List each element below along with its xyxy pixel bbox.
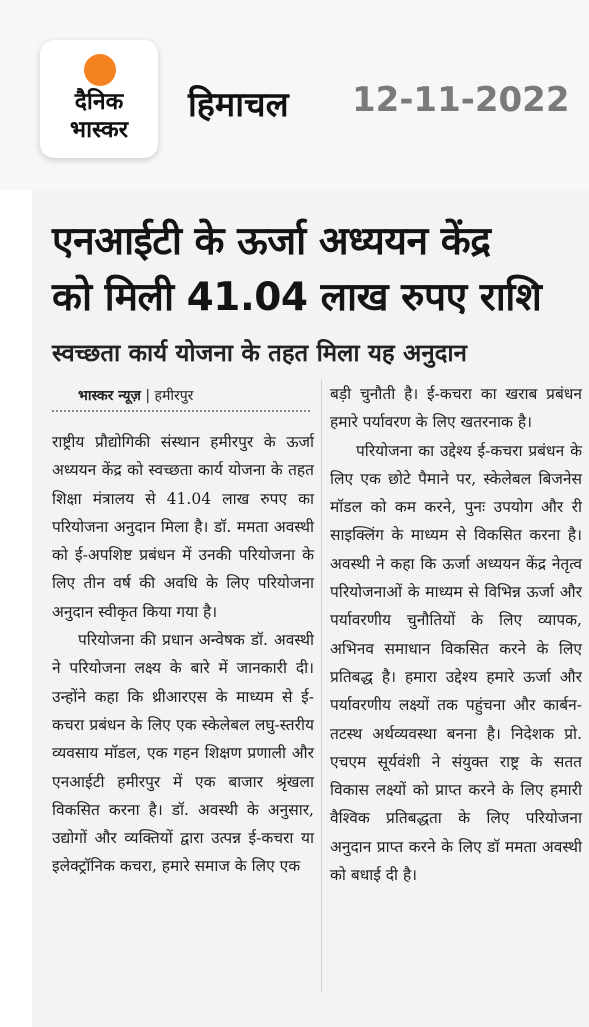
- byline: [78, 386, 193, 405]
- byline-source: भास्कर न्यूज़: [78, 388, 141, 404]
- byline-location: हमीरपुर: [154, 388, 194, 404]
- sun-icon: [84, 54, 116, 86]
- article-column-left: [52, 428, 314, 881]
- edition-name: हिमाचल: [188, 85, 289, 125]
- article-subheadline: स्वच्छता कार्य योजना के तहत मिला यह अनुदान: [52, 339, 467, 367]
- logo-text-line1: दैनिक: [74, 89, 124, 115]
- byline-separator: |: [145, 388, 155, 404]
- headline-line-1: एनआईटी के ऊर्जा अध्ययन केंद्र: [52, 219, 491, 264]
- paragraph: बड़ी चुनौती है। ई-कचरा का खराब प्रबंधन हमारे पर्यावरण के लिए खतरनाक है।: [330, 385, 582, 432]
- article-column-right: [330, 380, 582, 889]
- share-header: [0, 0, 589, 190]
- article-headline: [52, 214, 582, 326]
- paragraph: परियोजना का उद्देश्य ई-कचरा प्रबंधन के लिए एक छोटे पैमाने पर, स्केलेबल बिजनेस मॉडल को कम करने, पुनः उपयोग और री साइक्लिंग के माध्यम से विकसित करना है। अवस्थी ने कहा कि ऊर्जा अध्ययन केंद्र नेतृत्व परियोजनाओं के माध्यम से विभिन्न ऊर्जा और पर्यावरणीय चुनौतियों के लिए व्यापक, अभिनव समाधान विकसित करने के लिए प्रतिबद्ध है। हमारा उद्देश्य हमारे ऊर्जा और पर्यावरणीय लक्ष्यों तक पहुंचना और कार्बन-तटस्थ अर्थव्यवस्था बनना है। निदेशक प्रो. एचएम सूर्यवंशी ने संयुक्त राष्ट्र के सतत विकास लक्ष्यों को प्राप्त करने के लिए हमारी वैश्विक प्रतिबद्धता के लिए परियोजना अनुदान प्राप्त करने के लिए डॉ ममता अवस्थी को बधाई दी है।: [330, 441, 582, 885]
- column-divider: [321, 380, 322, 992]
- paragraph: परियोजना की प्रधान अन्वेषक डॉ. अवस्थी ने परियोजना लक्ष्य के बारे में जानकारी दी। उन्होंने कहा कि थ्रीआरएस के माध्यम से ई-कचरा प्रबंधन के लिए एक स्केलेबल लघु-स्तरीय व्यवसाय मॉडल, एक गहन शिक्षण प्रणाली और एनआईटी हमीरपुर में एक बाजार श्रृंखला विकसित करना है। डॉ. अवस्थी के अनुसार, उद्योगों और व्यक्तियों द्वारा उत्पन्न ई-कचरा या इलेक्ट्रॉनिक कचरा, हमारे समाज के लिए एक: [52, 631, 314, 876]
- headline-line-2: को मिली 41.04 लाख रुपए राशि: [52, 275, 542, 320]
- edition-date: 12-11-2022: [352, 80, 570, 120]
- paragraph: राष्ट्रीय प्रौद्योगिकी संस्थान हमीरपुर के ऊर्जा अध्ययन केंद्र को स्वच्छता कार्य योजना के तहत शिक्षा मंत्रालय से 41.04 लाख रुपए का परियोजना अनुदान मिला है। डॉ. ममता अवस्थी को ई-अपशिष्ट प्रबंधन में उनकी परियोजना के लिए तीन वर्ष की अवधि के लिए परियोजना अनुदान स्वीकृत किया गया है।: [52, 433, 314, 621]
- logo-text-line2: भास्कर: [69, 117, 129, 143]
- newspaper-logo[interactable]: [40, 40, 158, 158]
- dotted-divider: [52, 410, 310, 412]
